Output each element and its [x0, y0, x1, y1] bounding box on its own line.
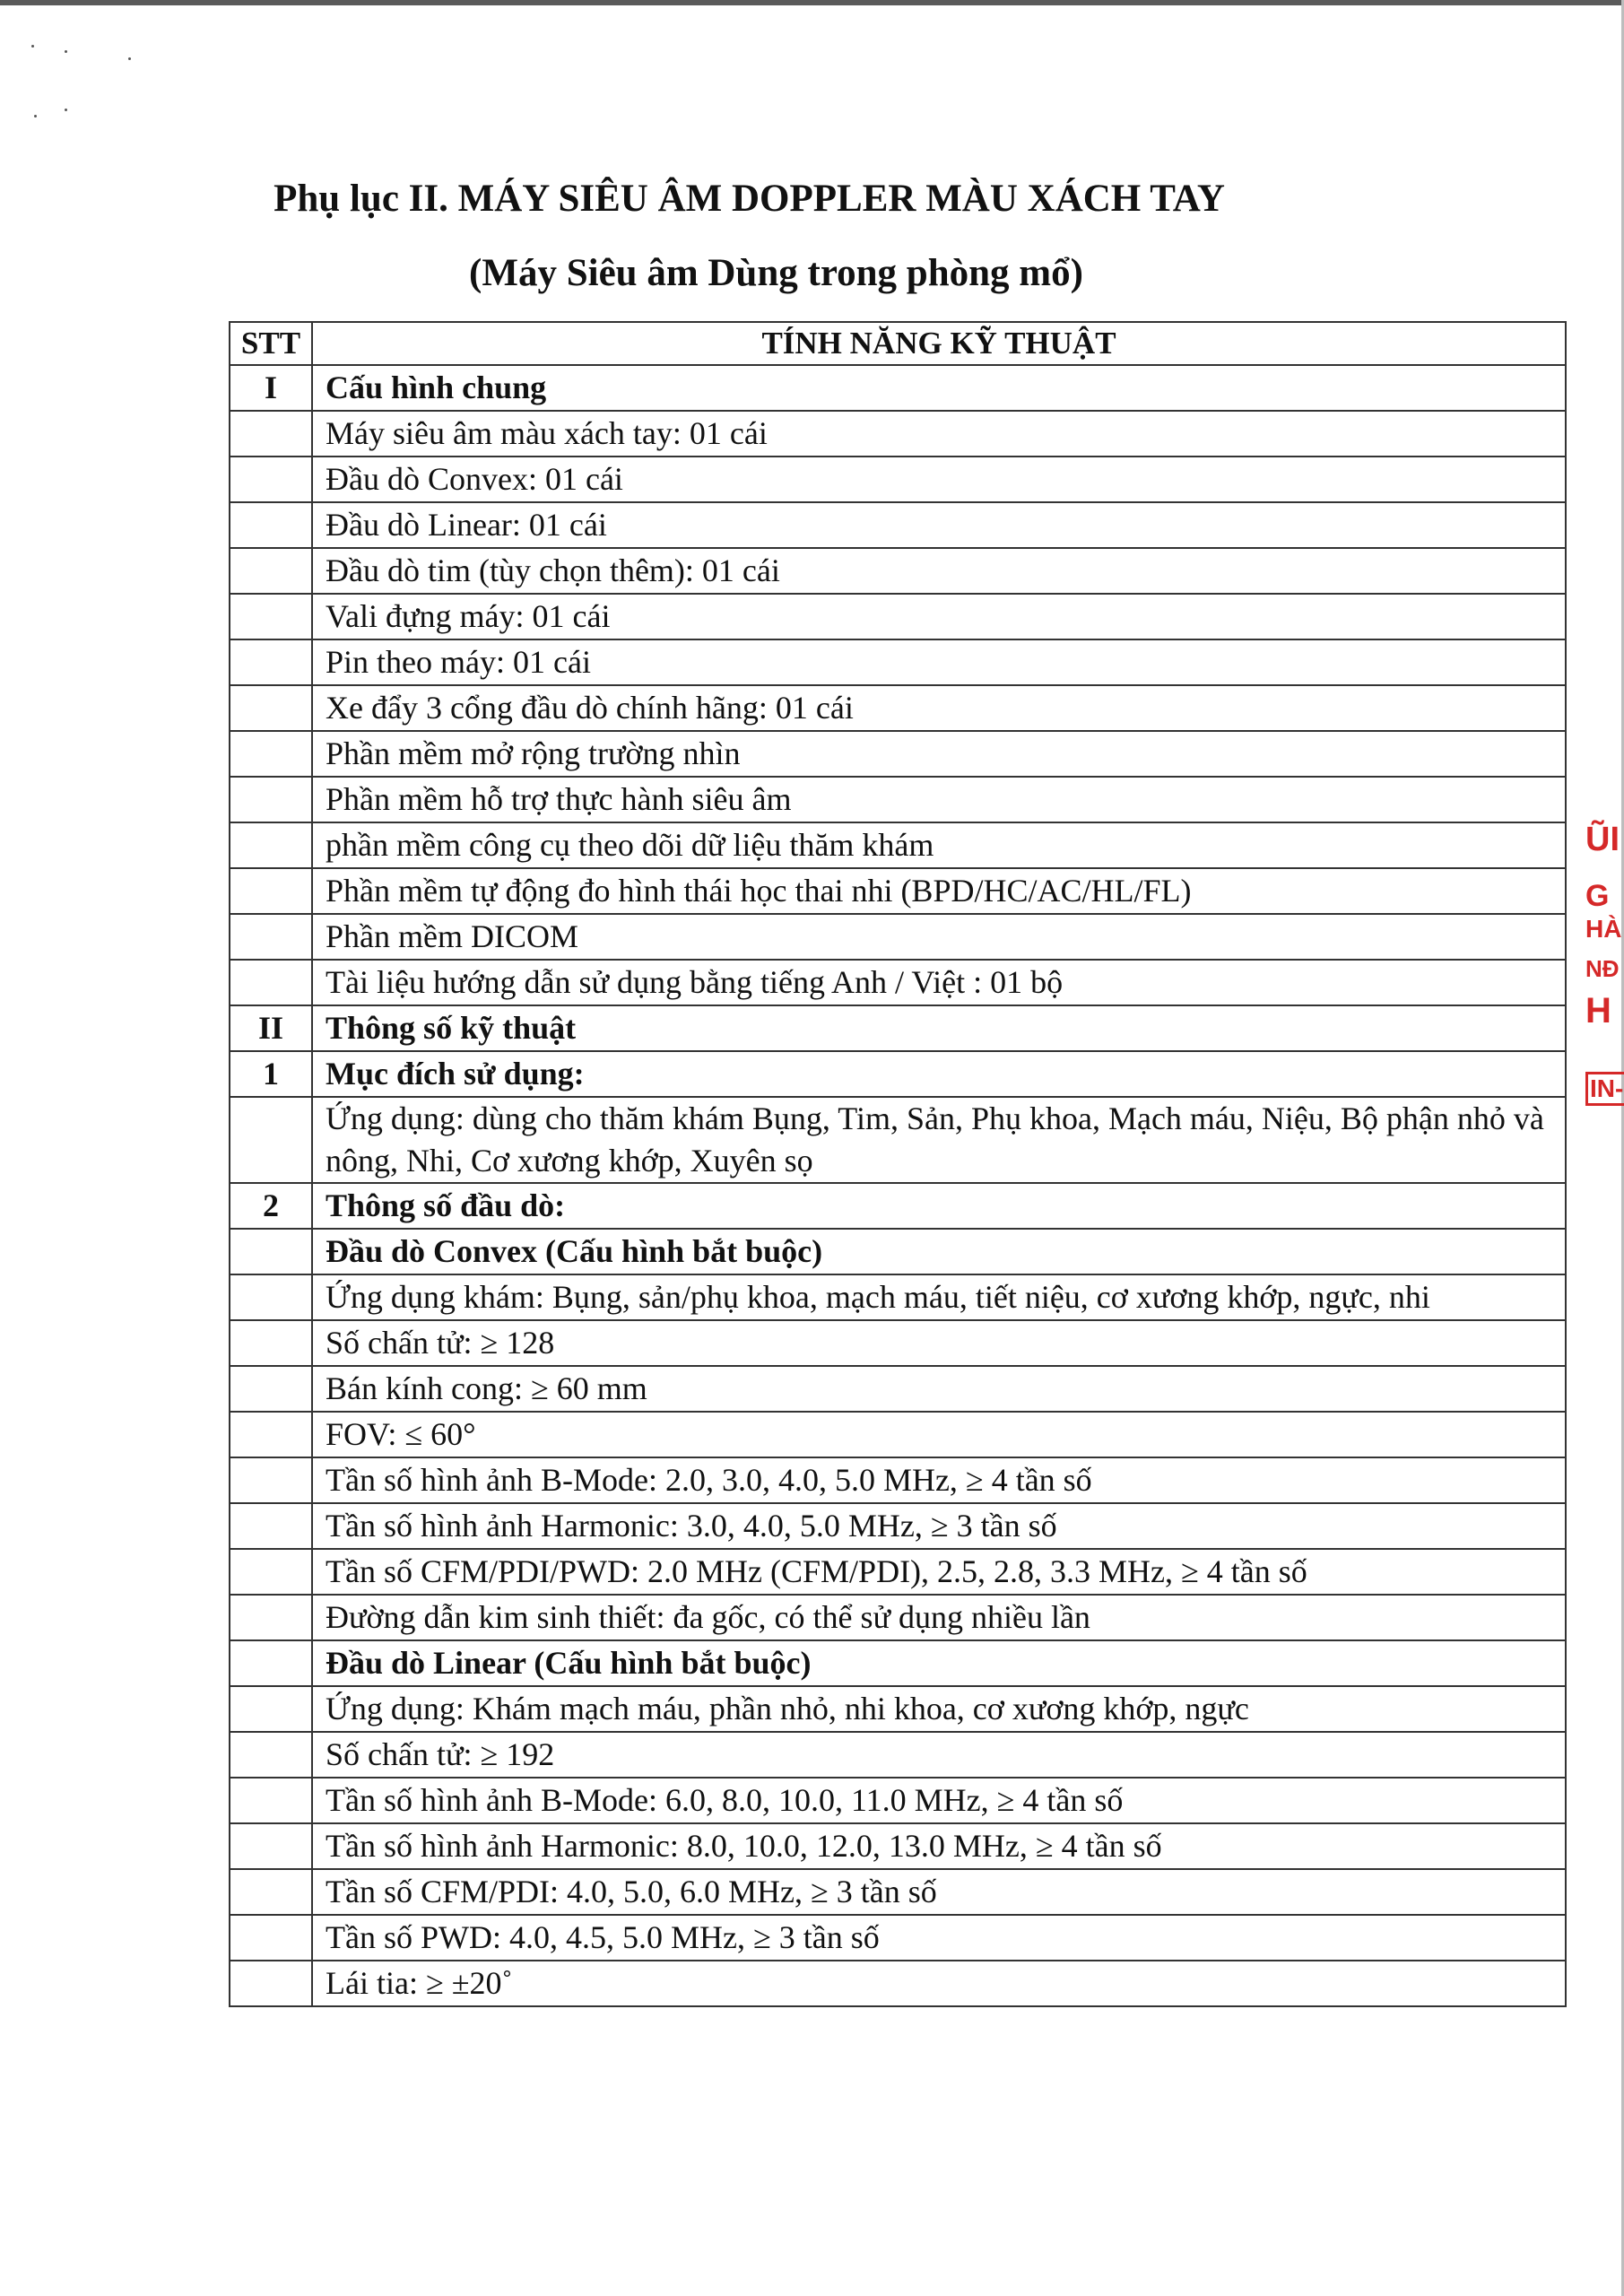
row-feature-text: FOV: ≤ 60°: [312, 1412, 1566, 1457]
row-stt: [230, 777, 312, 822]
table-row: [230, 1457, 1566, 1503]
row-stt: [230, 1366, 312, 1412]
table-row: [230, 1051, 1566, 1097]
row-stt: [230, 502, 312, 548]
row-stt: [230, 1229, 312, 1274]
row-feature-text: Cấu hình chung: [312, 365, 1566, 411]
row-stt: [230, 1869, 312, 1915]
table-row: [230, 1732, 1566, 1778]
table-row: [230, 639, 1566, 685]
table-row: [230, 411, 1566, 457]
row-stt: [230, 1732, 312, 1778]
table-row: [230, 914, 1566, 960]
row-stt: [230, 1274, 312, 1320]
row-feature-text: Ứng dụng: dùng cho thăm khám Bụng, Tim, Sản, Phụ khoa, Mạch máu, Niệu, Bộ phận nhỏ và nông, Nhi, Cơ xương khớp, Xuyên sọ: [312, 1097, 1566, 1183]
row-feature-text: Số chấn tử: ≥ 128: [312, 1320, 1566, 1366]
table-row: [230, 1686, 1566, 1732]
row-stt: [230, 411, 312, 457]
row-stt: [230, 1503, 312, 1549]
row-stt: [230, 639, 312, 685]
table-row: [230, 1869, 1566, 1915]
stamp-text: HÀ: [1585, 915, 1622, 943]
row-feature-text: Phần mềm DICOM: [312, 914, 1566, 960]
stamp-text: NĐ: [1585, 955, 1620, 982]
table-row: [230, 1366, 1566, 1412]
scan-speck: [34, 115, 37, 117]
row-feature-text: Lái tia: ≥ ±20˚: [312, 1961, 1566, 2006]
row-stt: [230, 1823, 312, 1869]
row-feature-text: Tần số CFM/PDI/PWD: 2.0 MHz (CFM/PDI), 2.5, 2.8, 3.3 MHz, ≥ 4 tần số: [312, 1549, 1566, 1595]
row-feature-text: Phần mềm mở rộng trường nhìn: [312, 731, 1566, 777]
row-stt: [230, 457, 312, 502]
table-row: [230, 868, 1566, 914]
document-title: Phụ lục II. MÁY SIÊU ÂM DOPPLER MÀU XÁCH TAY: [274, 178, 1225, 220]
row-stt: [230, 1097, 312, 1183]
row-stt: [230, 1640, 312, 1686]
row-feature-text: Mục đích sử dụng:: [312, 1051, 1566, 1097]
page-top-edge: [0, 0, 1624, 5]
row-stt: [230, 960, 312, 1005]
row-stt: [230, 1915, 312, 1961]
table-header-row: [230, 322, 1566, 365]
row-feature-text: Tần số PWD: 4.0, 4.5, 5.0 MHz, ≥ 3 tần số: [312, 1915, 1566, 1961]
row-feature-text: Đầu dò Linear: 01 cái: [312, 502, 1566, 548]
table-row: [230, 548, 1566, 594]
row-stt: [230, 594, 312, 639]
row-feature-text: Vali đựng máy: 01 cái: [312, 594, 1566, 639]
scan-speck: [65, 109, 67, 111]
table-row: [230, 1595, 1566, 1640]
row-feature-text: Đầu dò Convex (Cấu hình bắt buộc): [312, 1229, 1566, 1274]
table-row: [230, 1915, 1566, 1961]
row-stt: [230, 822, 312, 868]
row-stt: [230, 1549, 312, 1595]
row-stt: [230, 1961, 312, 2006]
header-features: TÍNH NĂNG KỸ THUẬT: [312, 322, 1566, 365]
scan-speck: [128, 57, 131, 60]
table-row: [230, 1549, 1566, 1595]
row-stt: [230, 1412, 312, 1457]
row-feature-text: phần mềm công cụ theo dõi dữ liệu thăm khám: [312, 822, 1566, 868]
row-feature-text: Tần số hình ảnh Harmonic: 3.0, 4.0, 5.0 MHz, ≥ 3 tần số: [312, 1503, 1566, 1549]
row-stt: [230, 868, 312, 914]
row-stt: [230, 685, 312, 731]
row-feature-text: Máy siêu âm màu xách tay: 01 cái: [312, 411, 1566, 457]
row-feature-text: Tần số hình ảnh B-Mode: 2.0, 3.0, 4.0, 5.0 MHz, ≥ 4 tần số: [312, 1457, 1566, 1503]
row-feature-text: Ứng dụng khám: Bụng, sản/phụ khoa, mạch máu, tiết niệu, cơ xương khớp, ngực, nhi: [312, 1274, 1566, 1320]
scan-speck: [65, 50, 67, 53]
row-stt: 1: [230, 1051, 312, 1097]
row-feature-text: Đầu dò Linear (Cấu hình bắt buộc): [312, 1640, 1566, 1686]
row-stt: [230, 548, 312, 594]
scan-speck: [31, 45, 34, 48]
row-feature-text: Bán kính cong: ≥ 60 mm: [312, 1366, 1566, 1412]
table-row: [230, 594, 1566, 639]
row-feature-text: Đường dẫn kim sinh thiết: đa gốc, có thể sử dụng nhiều lần: [312, 1595, 1566, 1640]
table-row: [230, 777, 1566, 822]
table-row: [230, 1640, 1566, 1686]
row-feature-text: Ứng dụng: Khám mạch máu, phần nhỏ, nhi khoa, cơ xương khớp, ngực: [312, 1686, 1566, 1732]
row-feature-text: Tần số CFM/PDI: 4.0, 5.0, 6.0 MHz, ≥ 3 tần số: [312, 1869, 1566, 1915]
row-feature-text: Phần mềm hỗ trợ thực hành siêu âm: [312, 777, 1566, 822]
table-row: [230, 731, 1566, 777]
document-subtitle: (Máy Siêu âm Dùng trong phòng mổ): [469, 252, 1083, 294]
row-feature-text: Tần số hình ảnh Harmonic: 8.0, 10.0, 12.0, 13.0 MHz, ≥ 4 tần số: [312, 1823, 1566, 1869]
table-row: [230, 822, 1566, 868]
row-feature-text: Pin theo máy: 01 cái: [312, 639, 1566, 685]
stamp-text: ŨI: [1585, 821, 1620, 858]
row-feature-text: Xe đẩy 3 cổng đầu dò chính hãng: 01 cái: [312, 685, 1566, 731]
row-stt: [230, 731, 312, 777]
table-row: [230, 365, 1566, 411]
row-feature-text: Đầu dò Convex: 01 cái: [312, 457, 1566, 502]
table-row: [230, 1961, 1566, 2006]
table-row: [230, 1778, 1566, 1823]
table-row: [230, 1229, 1566, 1274]
row-stt: [230, 1457, 312, 1503]
spec-table: [229, 321, 1567, 2007]
table-row: [230, 1274, 1566, 1320]
stamp-text: IN-: [1585, 1072, 1624, 1106]
row-stt: [230, 1595, 312, 1640]
table-row: [230, 685, 1566, 731]
row-stt: 2: [230, 1183, 312, 1229]
table-row: [230, 960, 1566, 1005]
row-feature-text: Tần số hình ảnh B-Mode: 6.0, 8.0, 10.0, 11.0 MHz, ≥ 4 tần số: [312, 1778, 1566, 1823]
header-stt: STT: [230, 322, 312, 365]
table-row: [230, 502, 1566, 548]
spec-table-body: [230, 365, 1566, 2006]
row-feature-text: Đầu dò tim (tùy chọn thêm): 01 cái: [312, 548, 1566, 594]
row-feature-text: Số chấn tử: ≥ 192: [312, 1732, 1566, 1778]
stamp-text: G: [1585, 879, 1610, 913]
row-feature-text: Tài liệu hướng dẫn sử dụng bằng tiếng Anh / Việt : 01 bộ: [312, 960, 1566, 1005]
row-stt: [230, 1778, 312, 1823]
red-stamp: [1585, 812, 1624, 1108]
row-stt: [230, 914, 312, 960]
table-row: [230, 1097, 1566, 1183]
table-row: [230, 1183, 1566, 1229]
row-feature-text: Phần mềm tự động đo hình thái học thai nhi (BPD/HC/AC/HL/FL): [312, 868, 1566, 914]
row-feature-text: Thông số kỹ thuật: [312, 1005, 1566, 1051]
table-row: [230, 457, 1566, 502]
row-stt: [230, 1686, 312, 1732]
row-feature-text: Thông số đầu dò:: [312, 1183, 1566, 1229]
row-stt: I: [230, 365, 312, 411]
table-row: [230, 1320, 1566, 1366]
table-row: [230, 1412, 1566, 1457]
table-row: [230, 1503, 1566, 1549]
row-stt: [230, 1320, 312, 1366]
stamp-text: H: [1585, 991, 1611, 1031]
row-stt: II: [230, 1005, 312, 1051]
table-row: [230, 1823, 1566, 1869]
table-row: [230, 1005, 1566, 1051]
